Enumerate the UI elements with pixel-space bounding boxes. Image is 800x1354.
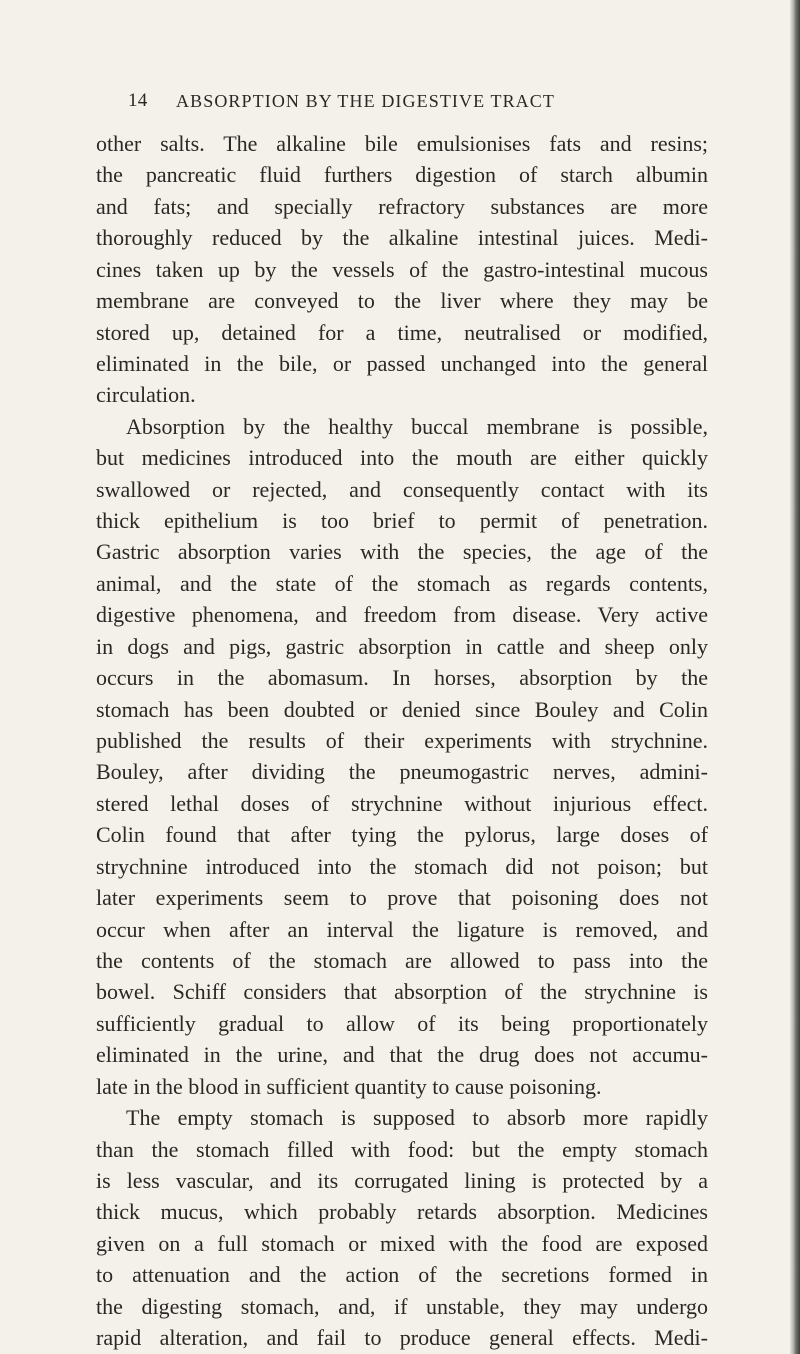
text-line: to attenuation and the action of the secretions formed in <box>96 1262 708 1288</box>
text-line: than the stomach filled with food: but the empty stomach <box>96 1136 708 1162</box>
text-line: rapid alteration, and fail to produce general effects. Medi- <box>96 1325 708 1351</box>
text-line: eliminated in the bile, or passed unchanged into the general <box>96 350 708 376</box>
text-line: thick mucus, which probably retards absorption. Medicines <box>96 1199 708 1225</box>
text-line: late in the blood in sufficient quantity to cause poisoning. <box>96 1073 602 1099</box>
text-line: Bouley, after dividing the pneumogastric nerves, admini- <box>96 759 708 785</box>
text-line: but medicines introduced into the mouth are either quickly <box>96 445 708 471</box>
text-line: and fats; and specially refractory substances are more <box>96 193 708 219</box>
text-line: bowel. Schiff considers that absorption of the strychnine is <box>96 979 708 1005</box>
text-line: in dogs and pigs, gastric absorption in cattle and sheep only <box>96 633 708 659</box>
text-line: given on a full stomach or mixed with the food are exposed <box>96 1230 708 1256</box>
page-number: 14 <box>128 90 148 111</box>
text-line: swallowed or rejected, and consequently contact with its <box>96 476 708 502</box>
text-line: membrane are conveyed to the liver where they may be <box>96 288 708 314</box>
text-line: occur when after an interval the ligature is removed, and <box>96 916 708 942</box>
page-header <box>128 90 668 120</box>
text-line: sufficiently gradual to allow of its being proportionately <box>96 1010 708 1036</box>
text-line: the contents of the stomach are allowed to pass into the <box>96 947 708 973</box>
text-line: eliminated in the urine, and that the drug does not accumu- <box>96 1042 708 1068</box>
text-line: animal, and the state of the stomach as regards contents, <box>96 570 708 596</box>
text-line: cines taken up by the vessels of the gastro-intestinal mucous <box>96 256 708 282</box>
text-line: the pancreatic fluid furthers digestion of starch albumin <box>96 162 708 188</box>
text-line: circulation. <box>96 382 196 408</box>
text-line: other salts. The alkaline bile emulsionises fats and resins; <box>96 131 708 156</box>
text-line: The empty stomach is supposed to absorb more rapidly <box>126 1105 708 1131</box>
text-line: Gastric absorption varies with the species, the age of the <box>96 539 708 565</box>
text-line: Absorption by the healthy buccal membrane is possible, <box>126 413 708 439</box>
text-line: stomach has been doubted or denied since Bouley and Colin <box>96 696 708 722</box>
text-line: is less vascular, and its corrugated lining is protected by a <box>96 1167 708 1193</box>
text-line: thoroughly reduced by the alkaline intestinal juices. Medi- <box>96 225 708 251</box>
text-line: digestive phenomena, and freedom from disease. Very active <box>96 602 708 628</box>
text-line: published the results of their experiments with strychnine. <box>96 728 708 754</box>
text-line: the digesting stomach, and, if unstable, they may undergo <box>96 1293 708 1319</box>
text-line: strychnine introduced into the stomach did not poison; but <box>96 853 708 879</box>
text-line: occurs in the abomasum. In horses, absorption by the <box>96 665 708 691</box>
text-line: later experiments seem to prove that poisoning does not <box>96 885 708 911</box>
text-line: stered lethal doses of strychnine without injurious effect. <box>96 790 708 816</box>
running-title: ABSORPTION BY THE DIGESTIVE TRACT <box>176 91 555 111</box>
text-line: thick epithelium is too brief to permit of penetration. <box>96 508 708 534</box>
body-text <box>96 128 708 1353</box>
text-line: Colin found that after tying the pylorus, large doses of <box>96 822 708 848</box>
page-edge-shadow <box>790 0 800 1354</box>
text-line: stored up, detained for a time, neutralised or modified, <box>96 319 708 345</box>
